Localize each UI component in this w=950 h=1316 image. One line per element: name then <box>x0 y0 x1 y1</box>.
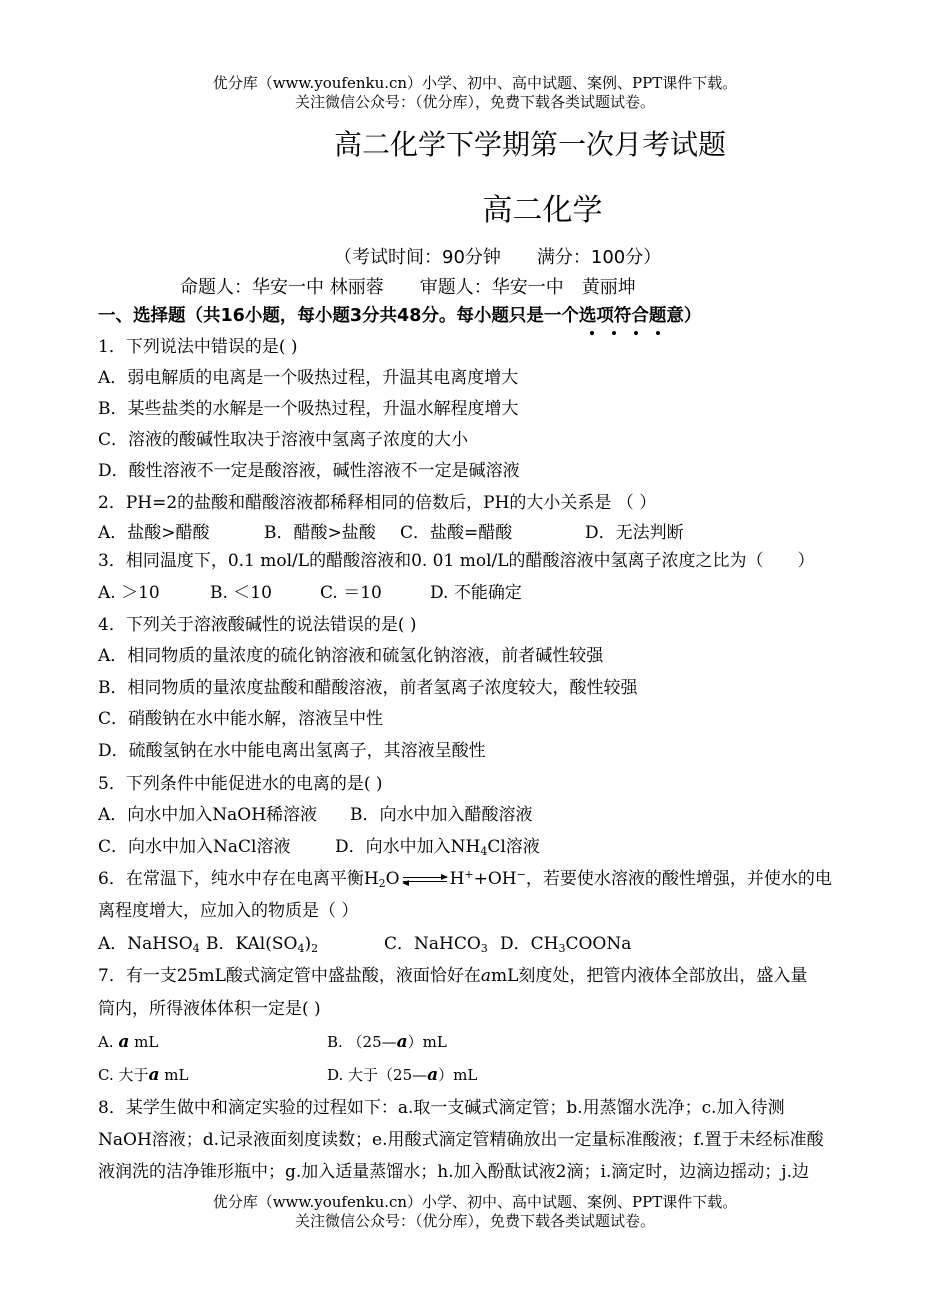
q2-stem: 2．PH=2的盐酸和醋酸溶液都稀释相同的倍数后，PH的大小关系是 （ ） <box>98 493 657 513</box>
header-line-1: 优分库（www.youfenku.cn）小学、初中、高中试题、案例、PPT课件下载。 <box>212 74 738 92</box>
authors: 命题人：华安一中 林丽蓉 审题人：华安一中 黄丽坤 <box>180 277 636 298</box>
q6-option-a: A．NaHSO$_4$ <box>98 934 200 955</box>
equilibrium-arrow-icon <box>403 875 447 885</box>
q6-stem-line2: 离程度增大，应加入的物质是（ ） <box>98 901 359 921</box>
page-title: 高二化学下学期第一次月考试题 <box>333 128 726 161</box>
q4-option-c: C．硝酸钠在水中能水解，溶液呈中性 <box>98 709 384 729</box>
q3-option-b: B. ＜10 <box>210 583 272 603</box>
q5-option-a: A．向水中加入NaOH稀溶液 <box>98 805 318 825</box>
page-subtitle: 高二化学 <box>482 193 603 228</box>
header-line-2: 关注微信公众号：（优分库），免费下载各类试题试卷。 <box>294 93 655 111</box>
q4-stem: 4．下列关于溶液酸碱性的说法错误的是( ) <box>98 615 417 635</box>
q8-line-2: NaOH溶液；d.记录液面刻度读数；e.用酸式滴定管精确放出一定量标准酸液；f.置于未经标准酸 <box>98 1130 824 1150</box>
q4-option-a: A．相同物质的量浓度的硫化钠溶液和硫氢化钠溶液，前者碱性较强 <box>98 646 604 666</box>
q2-option-d: D．无法判断 <box>585 523 684 543</box>
q2-option-a: A．盐酸>醋酸 <box>98 523 210 543</box>
q6-option-c: C．NaHCO$_3$ <box>384 934 488 955</box>
q1-option-b: B．某些盐类的水解是一个吸热过程，升温水解程度增大 <box>98 399 519 419</box>
q7-option-c: C. 大于a mL <box>98 1065 189 1085</box>
q4-option-d: D．硫酸氢钠在水中能电离出氢离子，其溶液呈酸性 <box>98 741 486 761</box>
q5-option-c: C．向水中加入NaCl溶液 <box>98 837 291 857</box>
section-heading: 一、选择题（共16小题，每小题3分共48分。每小题只是一个选项符合题意） <box>98 306 702 326</box>
q3-stem: 3．相同温度下，0.1 mol/L的醋酸溶液和0. 01 mol/L的醋酸溶液中氢离子浓度之比为（ ） <box>98 551 815 571</box>
q1-stem: 1．下列说法中错误的是( ) <box>98 337 298 357</box>
q7-stem-line2: 筒内，所得液体体积一定是( ) <box>98 999 321 1019</box>
q3-option-d: D. 不能确定 <box>430 583 522 603</box>
q5-option-d: D．向水中加入$NH_4Cl$溶液 <box>335 837 540 858</box>
q1-option-c: C．溶液的酸碱性取决于溶液中氢离子浓度的大小 <box>98 430 469 450</box>
q8-line-1: 8．某学生做中和滴定实验的过程如下：a.取一支碱式滴定管；b.用蒸馏水洗净；c.加入待测 <box>98 1098 785 1118</box>
emphasis-dots <box>590 331 670 337</box>
q4-option-b: B．相同物质的量浓度盐酸和醋酸溶液，前者氢离子浓度较大，酸性较强 <box>98 678 638 698</box>
q3-option-a: A. ＞10 <box>98 583 160 603</box>
q6-stem: 6．在常温下，纯水中存在电离平衡$H_2O$ H++OH−，若要使水溶液的酸性增强，并使水的电 <box>98 868 832 890</box>
exam-info: （考试时间：90分钟 满分：100分） <box>334 247 662 268</box>
q8-line-3: 液润洗的洁净锥形瓶中；g.加入适量蒸馏水；h.加入酚酞试液2滴；i.滴定时，边滴边摇动；j.边 <box>98 1162 809 1182</box>
q2-option-c: C．盐酸=醋酸 <box>400 523 513 543</box>
q3-option-c: C. ＝10 <box>320 583 382 603</box>
q7-option-a: A. a mL <box>98 1032 159 1052</box>
footer-line-2: 关注微信公众号：（优分库），免费下载各类试题试卷。 <box>294 1212 655 1230</box>
q7-stem: 7．有一支25mL酸式滴定管中盛盐酸，液面恰好在amL刻度处，把管内液体全部放出，盛入量 <box>98 966 808 986</box>
q7-option-d: D. 大于（25—a）mL <box>327 1065 478 1085</box>
q5-stem: 5．下列条件中能促进水的电离的是( ) <box>98 774 383 794</box>
q1-option-d: D．酸性溶液不一定是酸溶液，碱性溶液不一定是碱溶液 <box>98 461 520 481</box>
q1-option-a: A．弱电解质的电离是一个吸热过程，升温其电离度增大 <box>98 368 519 388</box>
q7-option-b: B. （25—a）mL <box>327 1032 447 1052</box>
footer-line-1: 优分库（www.youfenku.cn）小学、初中、高中试题、案例、PPT课件下载。 <box>212 1193 738 1211</box>
q2-option-b: B．醋酸>盐酸 <box>264 523 376 543</box>
q5-option-b: B．向水中加入醋酸溶液 <box>350 805 533 825</box>
q6-option-b: B．$KAl(SO_4)_2$ <box>206 934 319 955</box>
q6-option-d: D．$CH_3COONa$ <box>500 934 632 955</box>
